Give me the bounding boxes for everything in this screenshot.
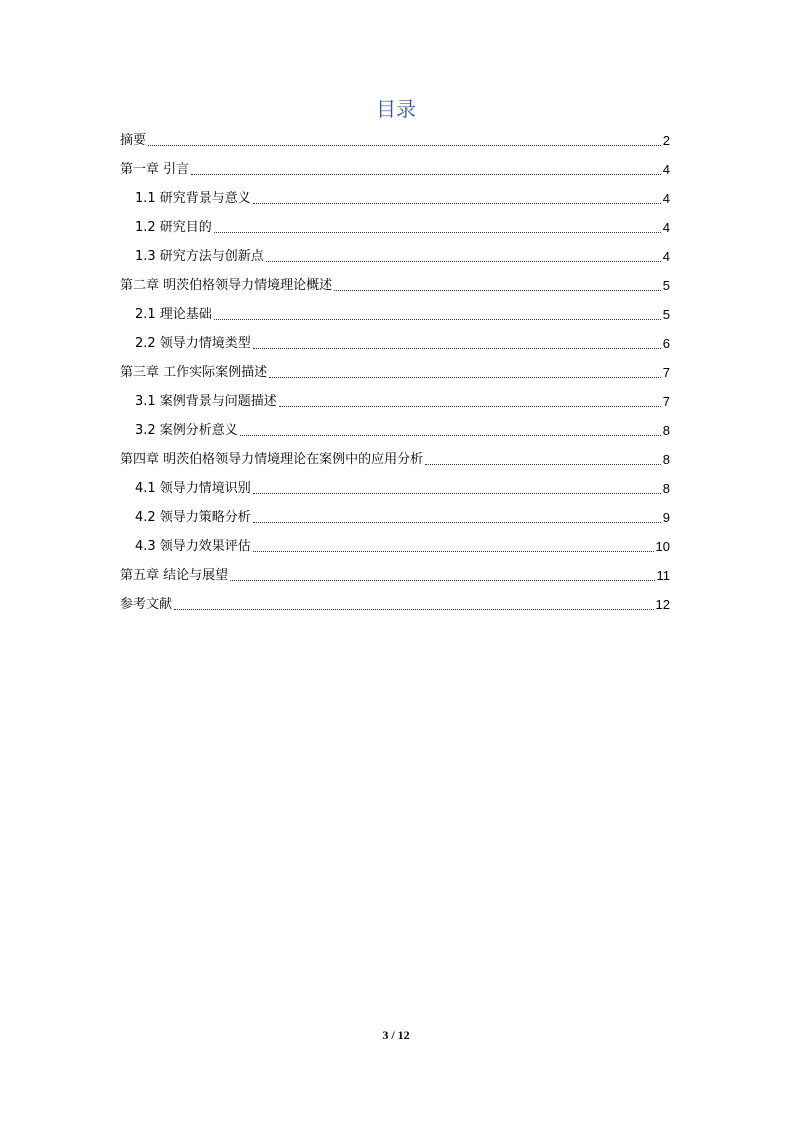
toc-dot-leader [253,521,661,523]
toc-entry-page: 8 [662,423,670,438]
toc-entry-section-4-2[interactable] [120,501,670,530]
toc-entry-references[interactable] [120,588,670,617]
toc-dot-leader [279,405,661,407]
toc-entry-label: 1.3 研究方法与创新点 [135,249,264,264]
toc-entry-page: 7 [662,365,670,380]
toc-dot-leader [148,144,661,146]
toc-entry-label: 第一章 引言 [120,162,190,177]
toc-entry-label: 第五章 结论与展望 [120,568,229,583]
toc-entry-label: 4.2 领导力策略分析 [135,510,251,525]
toc-entry-chapter-2[interactable] [120,269,670,298]
toc-entry-page: 4 [662,249,670,264]
toc-entry-page: 8 [662,481,670,496]
toc-entry-label: 第三章 工作实际案例描述 [120,365,268,380]
toc-entry-page: 5 [662,307,670,322]
toc-entry-page: 2 [662,133,670,148]
toc-entry-chapter-5[interactable] [120,559,670,588]
toc-entry-label: 3.1 案例背景与问题描述 [135,394,277,409]
toc-entry-section-4-1[interactable] [120,472,670,501]
toc-entry-label: 3.2 案例分析意义 [135,423,238,438]
toc-entry-page: 6 [662,336,670,351]
toc-entry-page: 4 [662,191,670,206]
toc-entry-label: 2.1 理论基础 [135,307,212,322]
toc-entry-label: 1.2 研究目的 [135,220,212,235]
toc-entry-section-2-1[interactable] [120,298,670,327]
toc-dot-leader [253,202,661,204]
toc-entry-section-3-2[interactable] [120,414,670,443]
toc-entry-chapter-1[interactable] [120,153,670,182]
page-number: 3 / 12 [382,1028,410,1042]
toc-entry-section-1-3[interactable] [120,240,670,269]
toc-entry-section-1-1[interactable] [120,182,670,211]
toc-title: 目录 [376,97,416,121]
toc-dot-leader [334,289,661,291]
toc-entry-label: 第二章 明茨伯格领导力情境理论概述 [120,278,333,293]
toc-entry-chapter-4[interactable] [120,443,670,472]
toc-entry-page: 4 [662,162,670,177]
toc-entry-page: 11 [656,568,670,583]
toc-entry-label: 1.1 研究背景与意义 [135,191,251,206]
toc-entry-page: 8 [662,452,670,467]
toc-entry-abstract[interactable] [120,124,670,153]
toc-dot-leader [269,376,661,378]
toc-entry-page: 7 [662,394,670,409]
toc-entry-page: 10 [655,539,670,554]
toc-entry-page: 9 [662,510,670,525]
toc-dot-leader [425,463,661,465]
toc-entry-section-4-3[interactable] [120,530,670,559]
toc-entry-page: 4 [662,220,670,235]
table-of-contents [120,124,670,617]
toc-dot-leader [174,608,654,610]
toc-dot-leader [214,231,661,233]
toc-dot-leader [230,579,654,581]
toc-entry-label: 第四章 明茨伯格领导力情境理论在案例中的应用分析 [120,452,424,467]
toc-dot-leader [253,492,661,494]
toc-entry-page: 5 [662,278,670,293]
toc-dot-leader [266,260,661,262]
toc-entry-chapter-3[interactable] [120,356,670,385]
toc-entry-section-2-2[interactable] [120,327,670,356]
toc-entry-page: 12 [655,597,670,612]
toc-entry-label: 4.1 领导力情境识别 [135,481,251,496]
toc-dot-leader [240,434,661,436]
toc-dot-leader [214,318,661,320]
toc-entry-label: 4.3 领导力效果评估 [135,539,251,554]
toc-entry-label: 2.2 领导力情境类型 [135,336,251,351]
toc-entry-label: 参考文献 [120,597,173,612]
toc-entry-section-3-1[interactable] [120,385,670,414]
toc-dot-leader [253,347,661,349]
toc-entry-label: 摘要 [120,133,147,148]
toc-dot-leader [191,173,661,175]
toc-entry-section-1-2[interactable] [120,211,670,240]
toc-dot-leader [253,550,654,552]
